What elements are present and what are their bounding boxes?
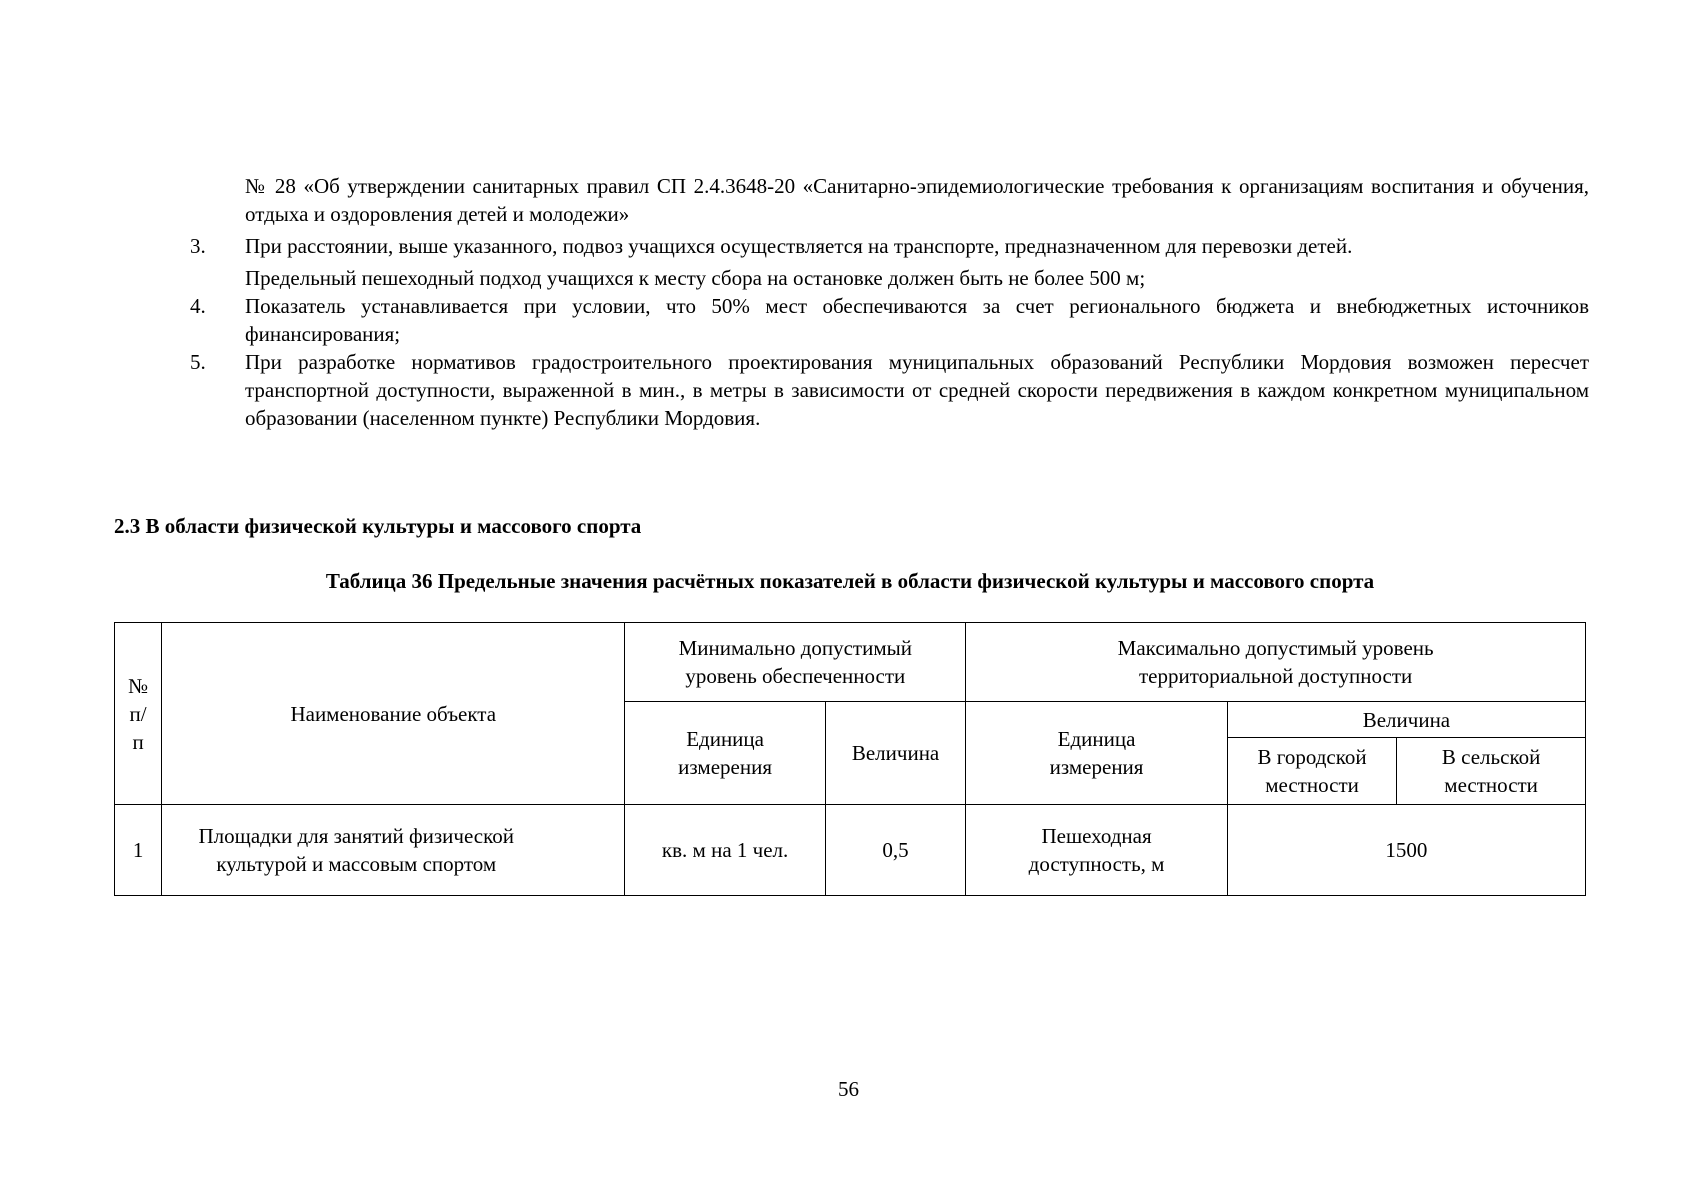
footnote-text: Показатель устанавливается при условии, что 50% мест обеспечиваются за счет регионального бюджета и внебюджетных источников финансирования; xyxy=(245,294,1589,346)
header-unit: Единица измерения xyxy=(625,702,825,805)
row-access-unit: Пешеходная доступность, м xyxy=(966,805,1228,896)
footnote-number: 4. xyxy=(190,294,206,318)
header-city: В городской местности xyxy=(1227,738,1396,805)
row-value: 0,5 xyxy=(825,805,965,896)
page-number: 56 xyxy=(838,1077,859,1101)
row-num: 1 xyxy=(115,805,162,896)
footnotes-block xyxy=(183,172,1589,432)
footnote-extra-line: Предельный пешеходный подход учащихся к месту сбора на остановке должен быть не более 500 м; xyxy=(245,266,1146,290)
header-num: № п/п xyxy=(115,623,162,805)
footnote-text: При расстоянии, выше указанного, подвоз учащихся осуществляется на транспорте, предназначенном для перевозки детей. xyxy=(245,234,1353,258)
footnote-text: При разработке нормативов градостроительного проектирования муниципальных образований Республики Мордовия возможен пересчет транспортной доступности, выраженной в мин., в метры в зависимости от средней скорости передвижения в каждом конкретном муниципальном образовании (населенном пункте) Республики Мордовия. xyxy=(245,350,1589,430)
footnote-number: 5. xyxy=(190,350,206,374)
header-value: Величина xyxy=(825,702,965,805)
header-access-unit: Единица измерения xyxy=(966,702,1228,805)
row-access-value: 1500 xyxy=(1227,805,1585,896)
table-caption: Таблица 36 Предельные значения расчётных показателей в области физической культуры и массового спорта xyxy=(325,569,1375,593)
footnote-item-3 xyxy=(183,232,1589,260)
header-min-level: Минимально допустимый уровень обеспеченности xyxy=(625,623,966,702)
row-name: Площадки для занятий физической культурой и массовым спортом xyxy=(162,805,625,896)
footnote-item-4 xyxy=(183,292,1589,348)
table-header-row xyxy=(115,623,1586,702)
header-max-level: Максимально допустимый уровень территориальной доступности xyxy=(966,623,1586,702)
row-unit: кв. м на 1 чел. xyxy=(625,805,825,896)
footnote-number: 3. xyxy=(190,234,206,258)
header-access-value: Величина xyxy=(1227,702,1585,738)
norms-table xyxy=(114,622,1586,896)
section-heading: 2.3 В области физической культуры и массового спорта xyxy=(114,514,642,538)
footnote-item-5 xyxy=(183,348,1589,432)
footnote-continuation: № 28 «Об утверждении санитарных правил СП 2.4.3648-20 «Санитарно-эпидемиологические требования к организациям воспитания и обучения, отдыха и оздоровления детей и молодежи» xyxy=(245,174,1589,226)
header-rural: В сельской местности xyxy=(1397,738,1586,805)
header-name: Наименование объекта xyxy=(162,623,625,805)
table-row xyxy=(115,805,1586,896)
